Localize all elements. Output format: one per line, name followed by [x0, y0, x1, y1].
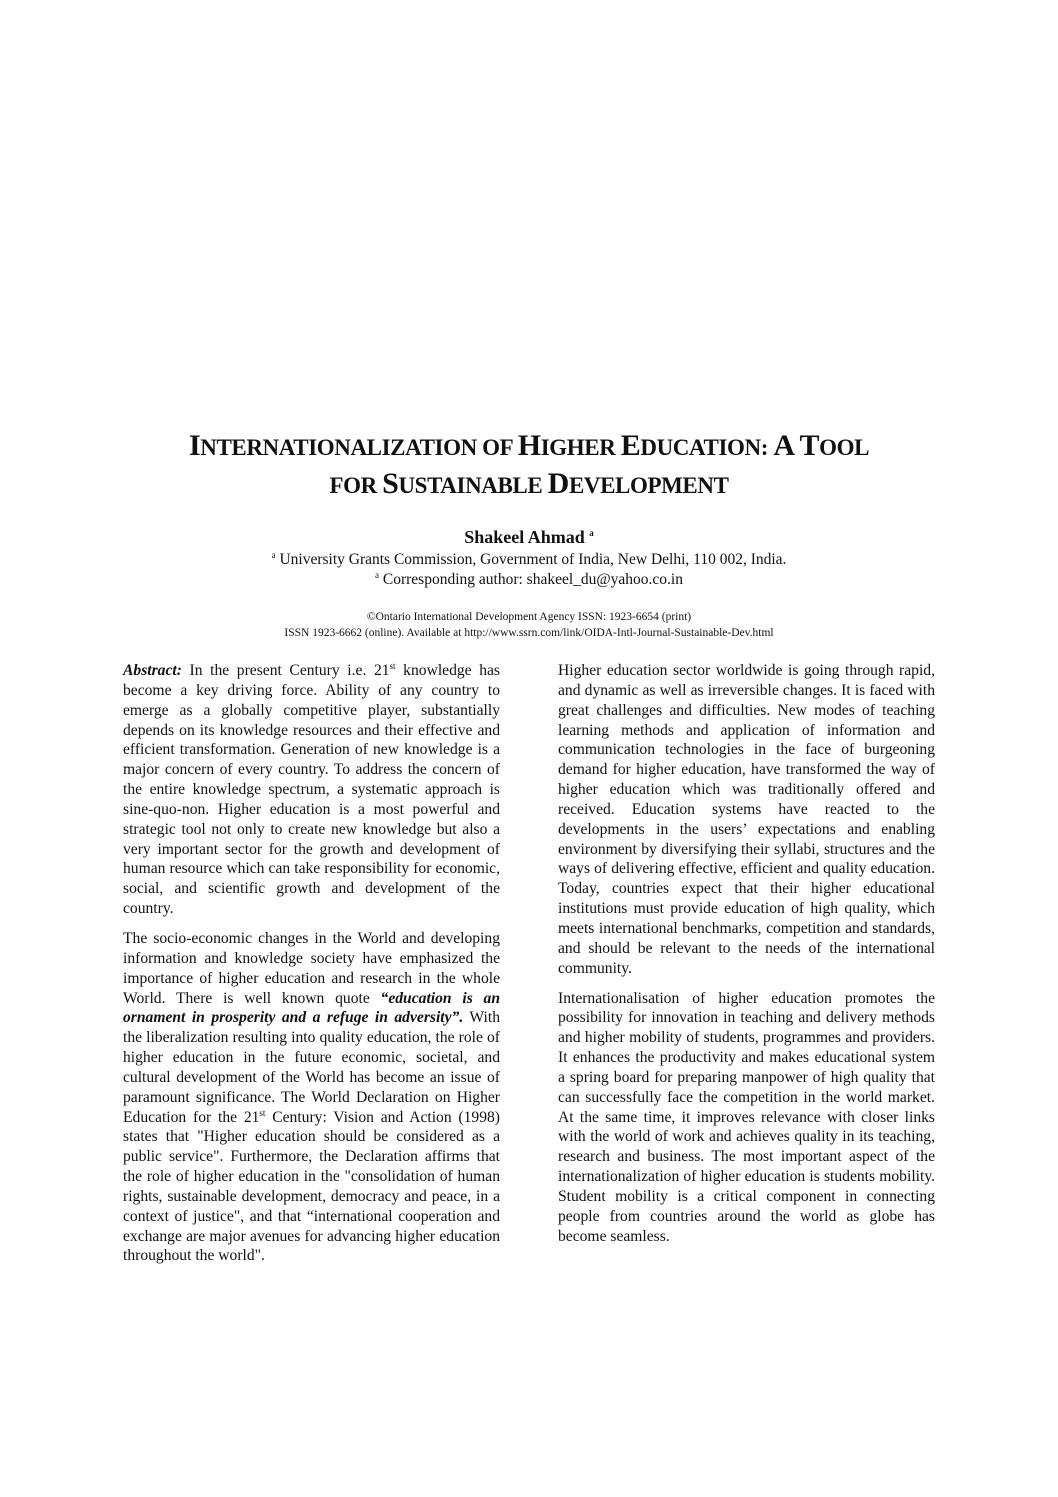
publisher-line-1: ©Ontario International Development Agency ISSN: 1923-6654 (print): [366, 611, 692, 623]
right-column: [558, 661, 935, 1256]
body-paragraph: The socio-economic changes in the World and developing information and knowledge society have emphasized the importance of higher education and research in the whole World. There is well known quote “education is an ornament in prosperity and a refuge in adversity”. With the liberalization resulting into quality education, the role of higher education in the future economic, societal, and cultural development of the World has become an issue of paramount significance. The World Declaration on Higher Education for the 21st Century: Vision and Action (1998) states that "Higher education should be considered as a public service". Furthermore, the Declaration affirms that the role of higher education in the "consolidation of human rights, sustainable development, democracy and peace, in a context of justice", and that “international cooperation and exchange are major avenues for advancing higher education throughout the world".: [123, 929, 501, 1265]
body-paragraph: Higher education sector worldwide is going through rapid, and dynamic as well as irreversible changes. It is faced with great challenges and difficulties. New modes of teaching learning methods and application of information and communication technologies in the face of burgeoning demand for higher education, have transformed the way of higher education which was traditionally offered and received. Education systems have reacted to the developments in the users’ expectations and enabling environment by diversifying their syllabi, structures and the ways of delivering effective, efficient and quality education. Today, countries expect that their higher educational institutions must provide education of high quality, which meets international benchmarks, competition and standards, and should be relevant to the needs of the international community.: [558, 662, 935, 977]
corresponding-author: $^a$ Corresponding author: shakeel_du@yahoo.co.in: [375, 569, 683, 588]
quote: “education is an ornament in prosperity and a refuge in adversity”.: [123, 989, 501, 1027]
affiliation: $^a$ University Grants Commission, Government of India, New Delhi, 110 002, India.: [271, 549, 787, 568]
body-paragraph: Internationalisation of higher education promotes the possibility for innovation in teaching and delivery methods and higher mobility of students, programmes and providers. It enhances the productivity and makes educational system a spring board for preparing manpower of high quality that can successfully face the competition in the world market. At the same time, it improves relevance with closer links with the world of work and achieves quality in its teaching, research and business. The most important aspect of the internationalization of higher education is students mobility. Student mobility is a critical component in connecting people from countries around the world as globe has become seamless.: [558, 989, 935, 1245]
left-column: [123, 661, 500, 1276]
publisher-line-2: ISSN 1923-6662 (online). Available at http://www.ssrn.com/link/OIDA-Intl-Journal-Sustainable-Dev.html: [284, 627, 774, 639]
author-name: Shakeel Ahmad $^a$: [464, 527, 594, 547]
paper-title: [100, 428, 958, 504]
title-line-1: INTERNATIONALIZATION OF HIGHER EDUCATION: A TOOL: [188, 429, 870, 462]
author-mark: a: [589, 528, 594, 538]
title-line-2: FOR SUSTAINABLE DEVELOPMENT: [329, 467, 729, 500]
abstract-label: Abstract:: [123, 662, 182, 679]
abstract-paragraph: Abstract: In the present Century i.e. 21st knowledge has become a key driving force. Ability of any country to emerge as a globally competitive player, substantially depends on its knowledge resources and their effective and efficient transformation. Generation of new knowledge is a major concern of every country. To address the concern of the entire knowledge spectrum, a systematic approach is sine-quo-non. Higher education is a most powerful and strategic tool not only to create new knowledge but also a very important sector for the growth and development of human resource which can take responsibility for economic, social, and scientific growth and development of the country.: [123, 660, 500, 918]
